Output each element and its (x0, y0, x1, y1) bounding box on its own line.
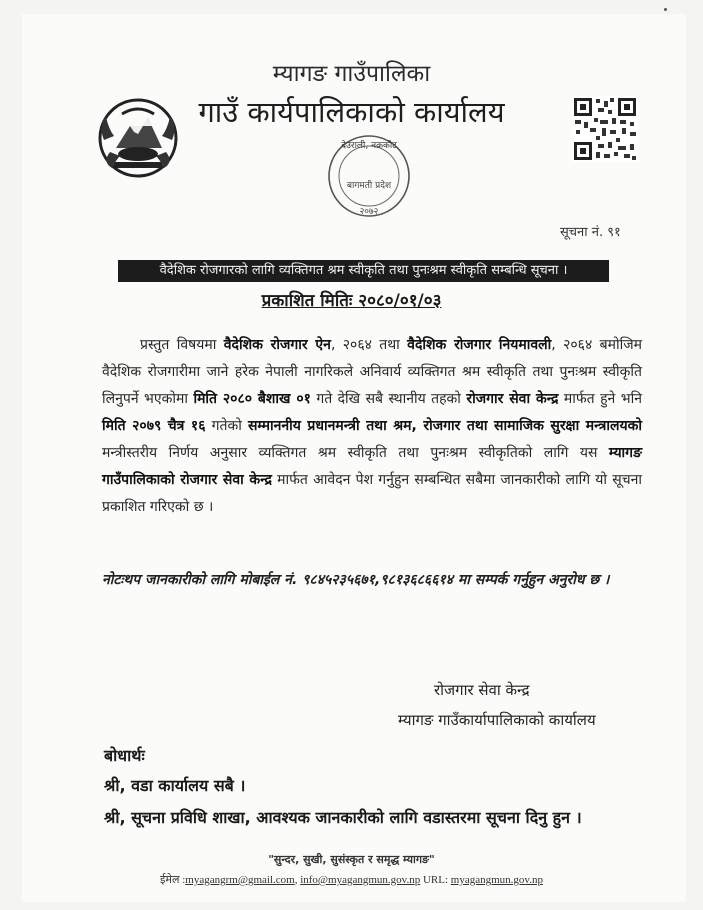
stamp-line3: २०७२ (359, 207, 379, 217)
municipality-name: म्यागङ गाउँपालिका (272, 61, 431, 87)
body-text: मार्फत हुने भनि (558, 391, 642, 407)
cc-label: बोधार्थः (104, 746, 145, 765)
body-bold: मिति २०७९ चैत्र १६ (102, 418, 206, 434)
cc-item-1: श्री, वडा कार्यालय सबै । (104, 776, 246, 795)
office-name: गाउँ कार्यपालिकाको कार्यालय (198, 95, 505, 129)
body-text: प्रस्तुत विषयमा (140, 337, 224, 353)
qr-code (572, 96, 638, 162)
body-text: गते देखि सबै स्थानीय तहको (310, 391, 467, 407)
notice-number: सूचना नं. ९१ (560, 225, 621, 240)
separator: , (294, 874, 301, 886)
cc-item-2: श्री, सूचना प्रविधि शाखा, आवश्यक जानकारीको लागि वडास्तरमा सूचना दिनु हुन । (104, 808, 582, 827)
body-bold: मिति २०८० बैशाख ०१ (193, 391, 311, 407)
stamp-line1: देउराली, नक्रकोट (341, 141, 397, 151)
url-label: URL: (422, 874, 449, 886)
body-bold: वैदेशिक रोजगार नियमावली (407, 337, 552, 353)
body-bold: रोजगार सेवा केन्द्र (466, 391, 559, 407)
email-link-1[interactable]: myagangrm@gmail.com (185, 874, 295, 886)
body-text: , २०६४ बमोजिम वैदेशिक रोजगारीमा जाने हरेक नेपाली नागरिकले अनिवार्य व्यक्तिगत श्रम स्वीकृति तथा पुनःश्रम स्वीकृति लिनुपर्ने भएकोमा (102, 337, 642, 407)
email-label: ईमेल : (160, 874, 186, 886)
nepal-emblem-logo (96, 96, 180, 180)
website-link[interactable]: myagangmun.gov.np (450, 874, 543, 886)
body-text: गतेको (205, 418, 248, 434)
signature-line-2: म्यागङ गाउँकार्यापालिकाको कार्यालय (398, 711, 596, 729)
contact-note: नोटःथप जानकारीको लागि मोबाईल नं. ९८४५२३५६७१,९८१३६८६६१४ मा सम्पर्क गर्नुहुन अनुरोध छ । (102, 572, 610, 588)
signature-line-1: रोजगार सेवा केन्द्र (434, 681, 530, 699)
footer-contact (0, 872, 703, 887)
email-link-2[interactable]: info@myagangmun.gov.np (300, 874, 421, 886)
office-stamp (318, 128, 420, 224)
notice-title-banner: वैदेशिक रोजगारको लागि व्यक्तिगत श्रम स्वीकृति तथा पुनःश्रम स्वीकृति सम्बन्धि सूचना । (118, 260, 609, 282)
footer-slogan: "सुन्दर, सुखी, सुसंस्कृत र समृद्ध म्यागङ" (268, 853, 435, 866)
body-bold: सम्माननीय प्रधानमन्त्री तथा श्रम, रोजगार तथा सामाजिक सुरक्षा मन्त्रालयको (247, 418, 643, 434)
body-text: , २०६४ तथा (330, 337, 408, 353)
published-date: प्रकाशित मितिः २०८०/०१/०३ (261, 291, 442, 311)
stamp-line2: बागमती प्रदेश (346, 181, 392, 191)
body-bold: म्यागङ गाउँपालिकाको रोजगार सेवा केन्द्र (102, 445, 642, 488)
notice-body (102, 332, 642, 521)
body-bold: वैदेशिक रोजगार ऐन (223, 337, 331, 353)
body-text: मार्फत आवेदन पेश गर्नुहुन सम्बन्धित सबैमा जानकारीको लागि यो सूचना प्रकाशित गरिएको छ । (102, 472, 642, 515)
body-text: मन्त्रीस्तरीय निर्णय अनुसार व्यक्तिगत श्रम स्वीकृति तथा पुनःश्रम स्वीकृतिको लागि यस (102, 445, 609, 461)
speck (664, 8, 667, 11)
